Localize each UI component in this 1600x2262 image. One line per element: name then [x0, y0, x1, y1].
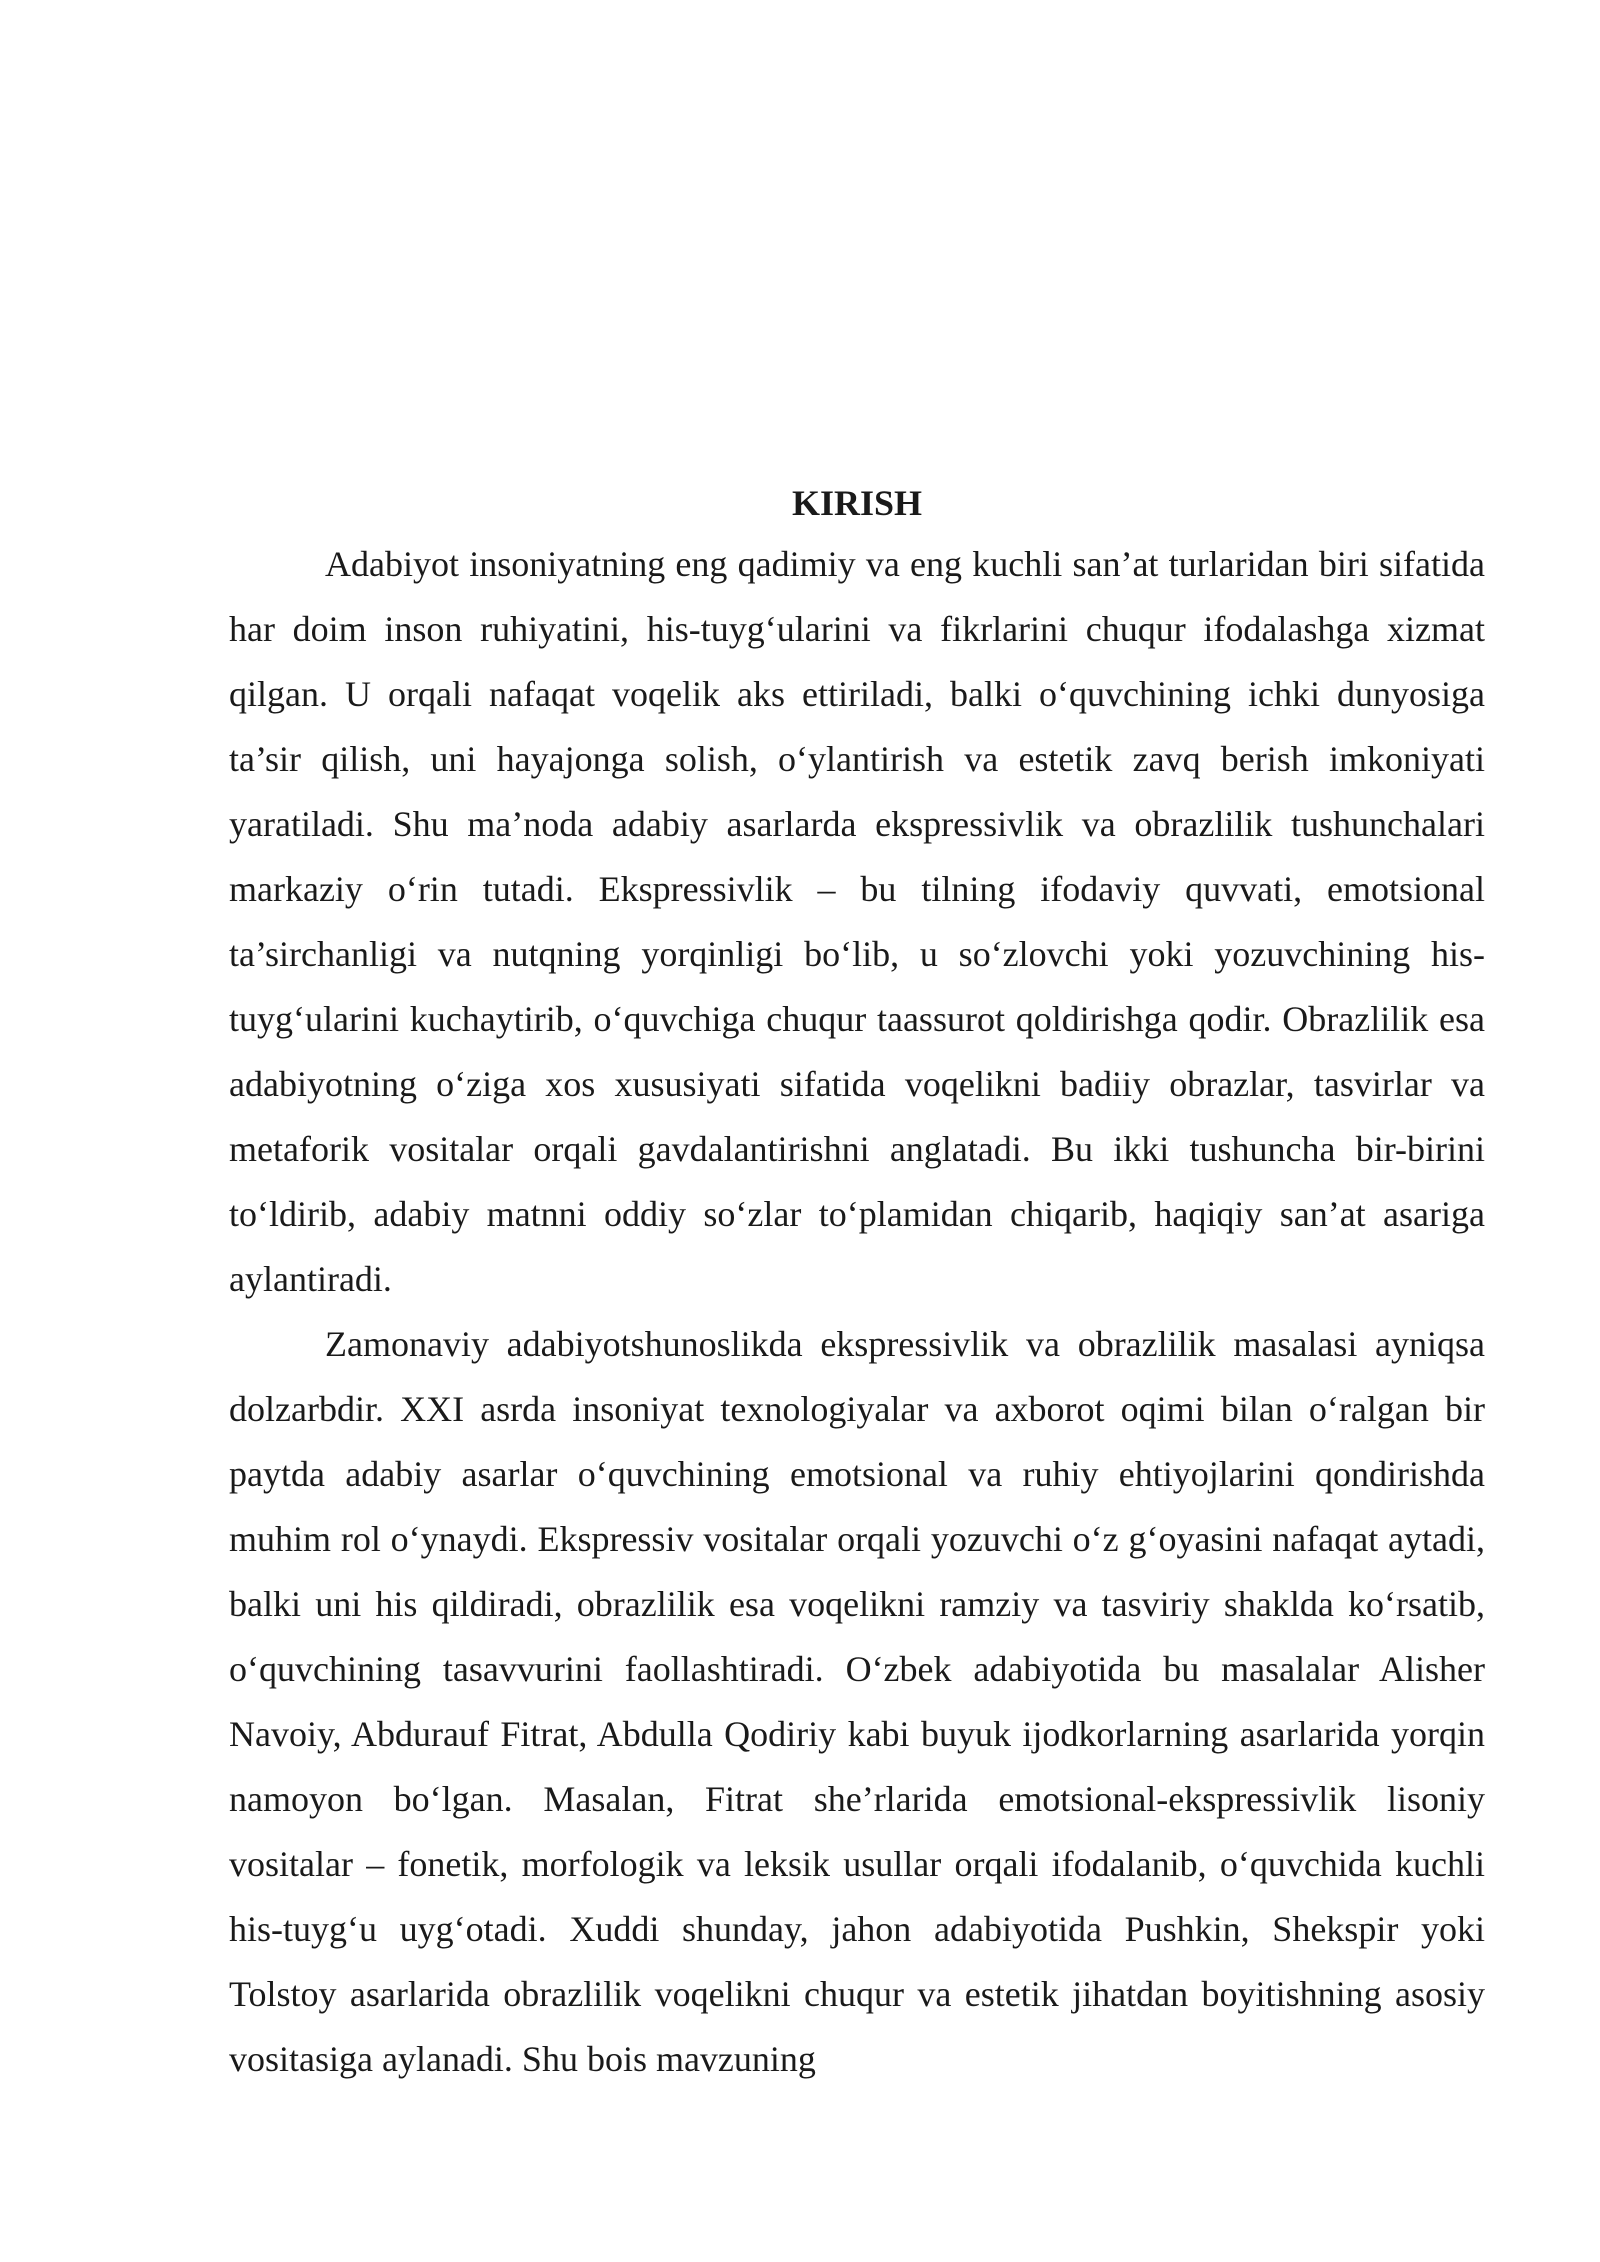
- paragraph-2: Zamonaviy adabiyotshunoslikda ekspressivlik va obrazlilik masalasi ayniqsa dolzarbdir. XXI asrda insoniyat texnologiyalar va axborot oqimi bilan o‘ralgan bir paytda adabiy asarlar o‘quvchining emotsional va ruhiy ehtiyojlarini qondirishda muhim rol o‘ynaydi. Ekspressiv vositalar orqali yozuvchi o‘z g‘oyasini nafaqat aytadi, balki uni his qildiradi, obrazlilik esa voqelikni ramziy va tasviriy shaklda ko‘rsatib, o‘quvchining tasavvurini faollashtiradi. O‘zbek adabiyotida bu masalalar Alisher Navoiy, Abdurauf Fitrat, Abdulla Qodiriy kabi buyuk ijodkorlarning asarlarida yorqin namoyon bo‘lgan. Masalan, Fitrat she’rlarida emotsional-ekspressivlik lisoniy vositalar – fonetik, morfologik va leksik usullar orqali ifodalanib, o‘quvchida kuchli his-tuyg‘u uyg‘otadi. Xuddi shunday, jahon adabiyotida Pushkin, Shekspir yoki Tolstoy asarlarida obrazlilik voqelikni chuqur va estetik jihatdan boyitishning asosiy vositasiga aylanadi. Shu bois mavzuning: [229, 1324, 1485, 2079]
- section-heading: KIRISH: [791, 483, 923, 523]
- paragraph-1: Adabiyot insoniyatning eng qadimiy va eng kuchli san’at turlaridan biri sifatida har doim inson ruhiyatini, his-tuyg‘ularini va fikrlarini chuqur ifodalashga xizmat qilgan. U orqali nafaqat voqelik aks ettiriladi, balki o‘quvchining ichki dunyosiga ta’sir qilish, uni hayajonga solish, o‘ylantirish va estetik zavq berish imkoniyati yaratiladi. Shu ma’noda adabiy asarlarda ekspressivlik va obrazlilik tushunchalari markaziy o‘rin tutadi. Ekspressivlik – bu tilning ifodaviy quvvati, emotsional ta’sirchanligi va nutqning yorqinligi bo‘lib, u so‘zlovchi yoki yozuvchining his-tuyg‘ularini kuchaytirib, o‘quvchiga chuqur taassurot qoldirishga qodir. Obrazlilik esa adabiyotning o‘ziga xos xususiyati sifatida voqelikni badiiy obrazlar, tasvirlar va metaforik vositalar orqali gavdalantirishni anglatadi. Bu ikki tushuncha bir-birini to‘ldirib, adabiy matnni oddiy so‘zlar to‘plamidan chiqarib, haqiqiy san’at asariga aylantiradi.: [229, 544, 1485, 1299]
- document-body: [229, 474, 1485, 2092]
